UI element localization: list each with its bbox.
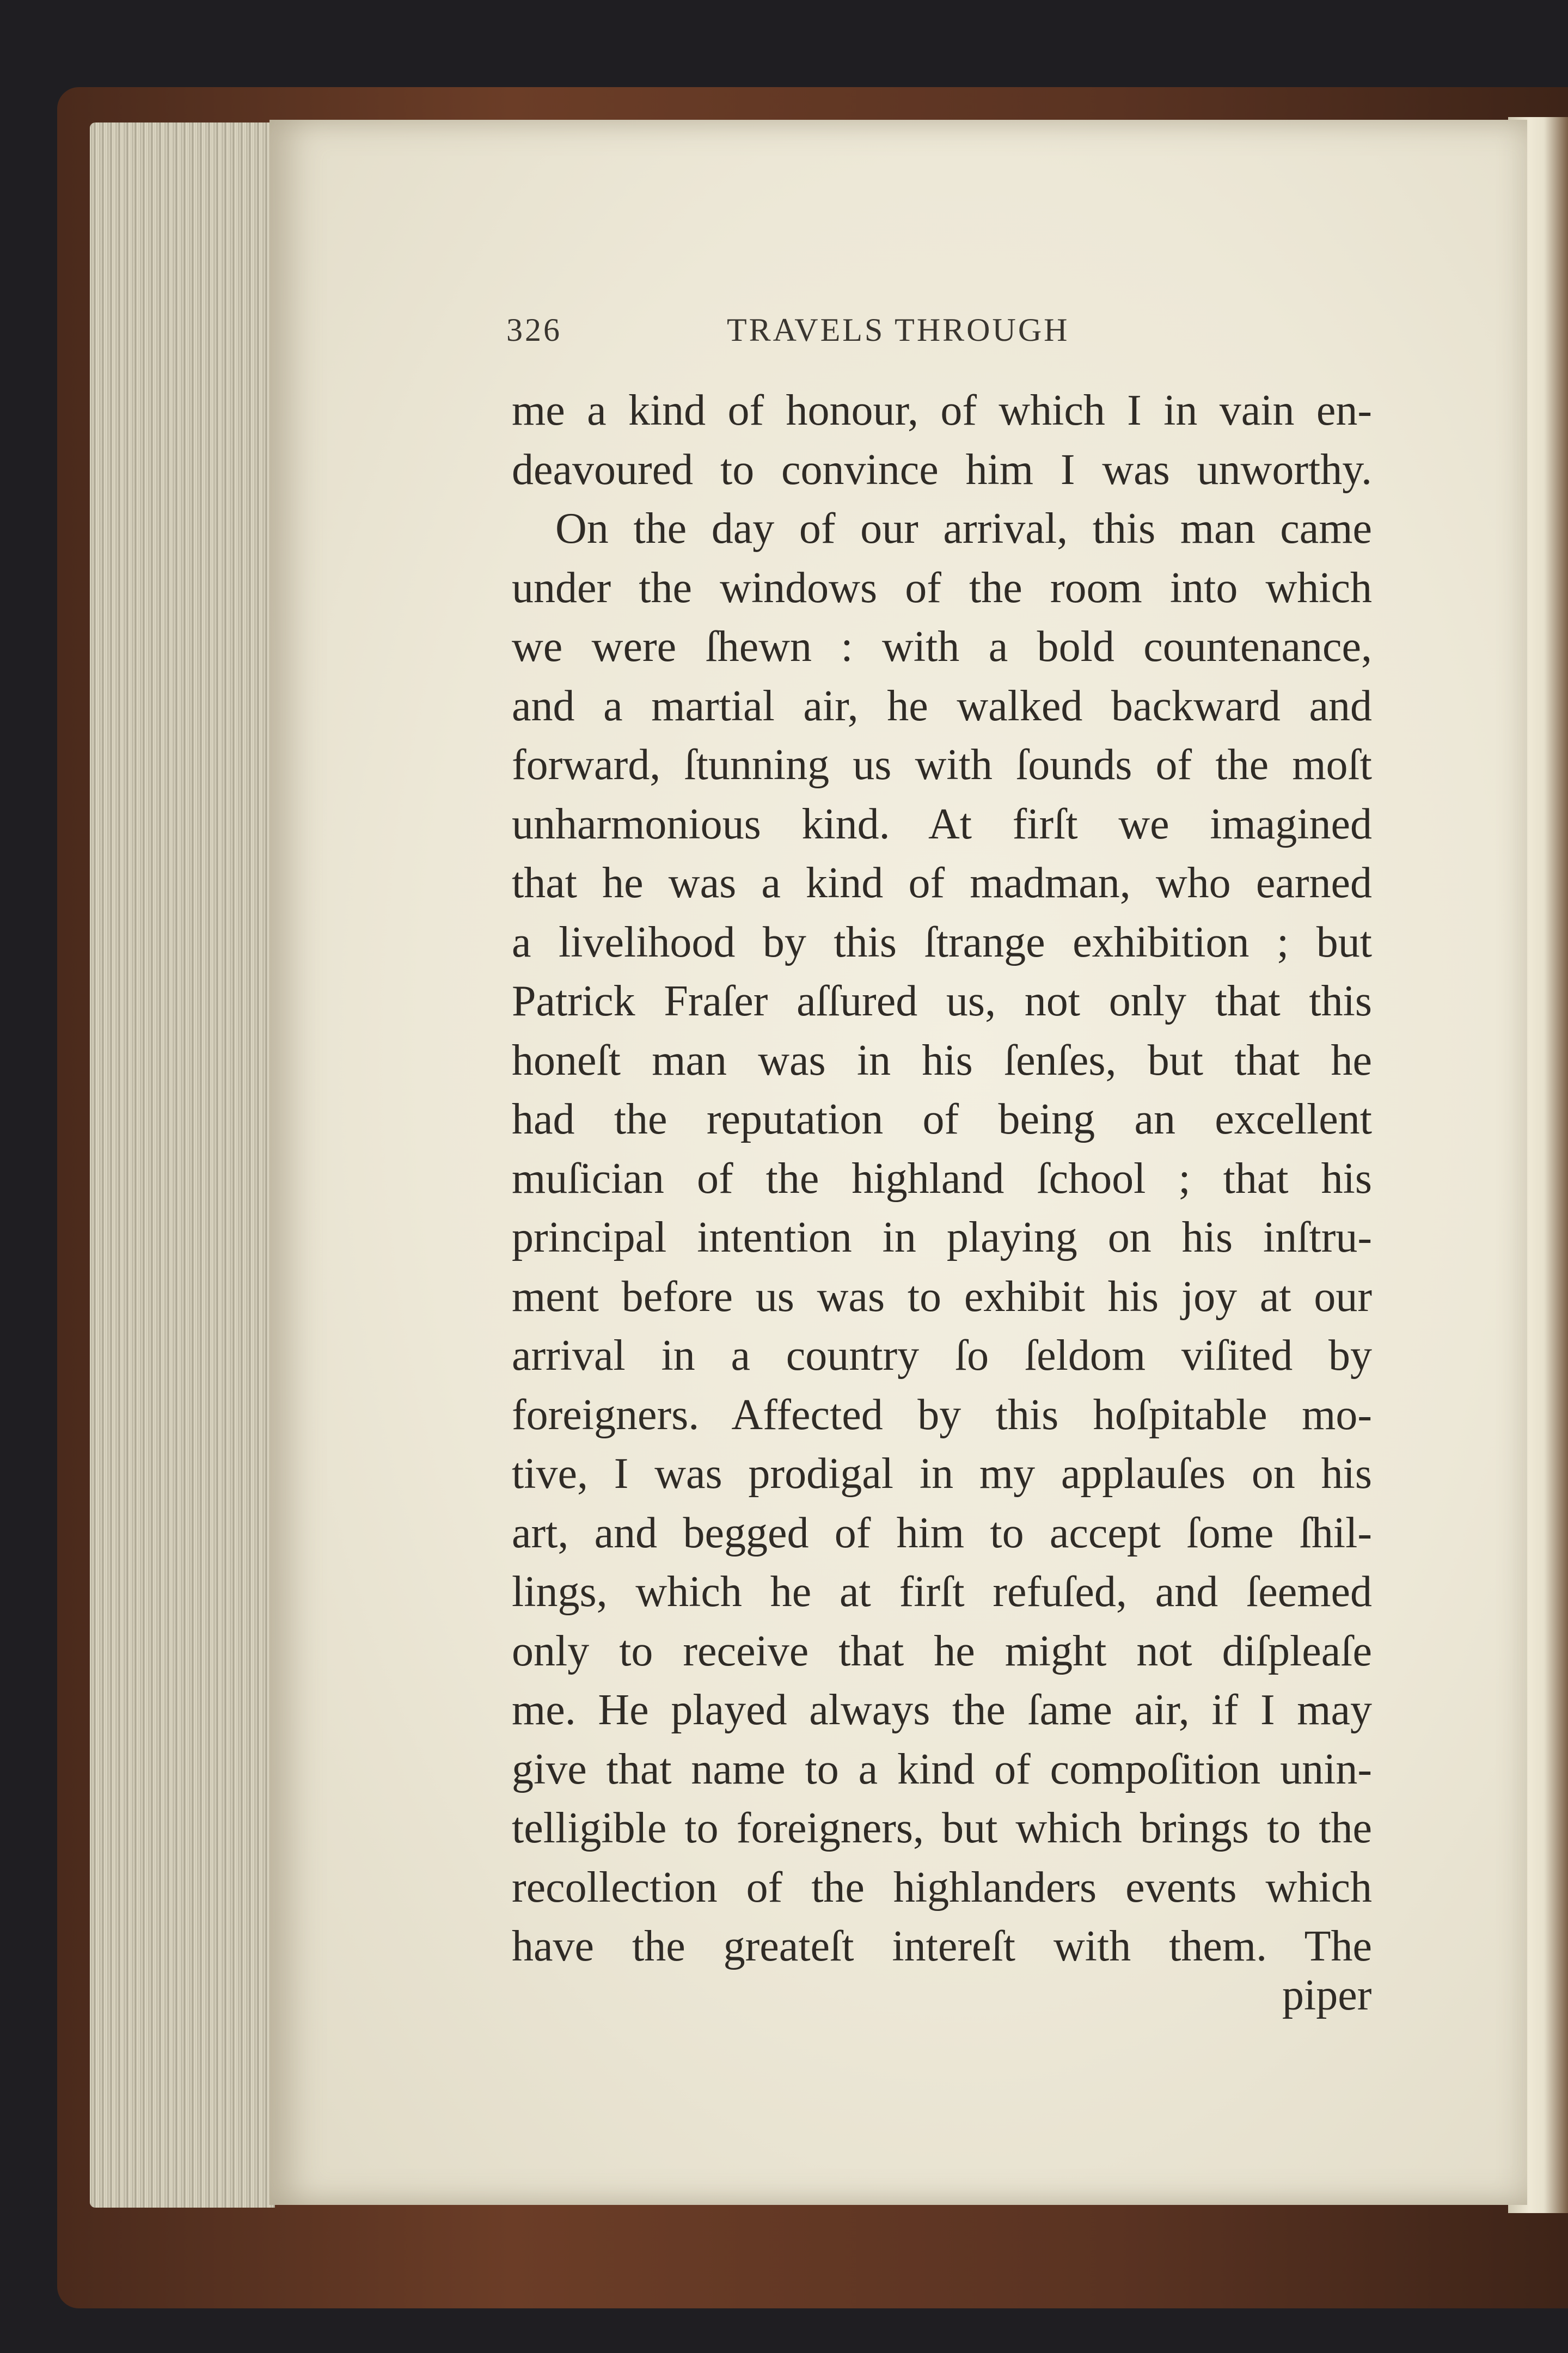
page-number: 326 — [506, 312, 562, 348]
text-line: give that name to a kind of compoſition unin- — [512, 1745, 1372, 1793]
text-line: foreigners. Affected by this hoſpitable mo- — [512, 1390, 1372, 1439]
text-line: that he was a kind of madman, who earned — [512, 859, 1372, 907]
text-line: muſician of the highland ſchool ; that his — [512, 1154, 1372, 1203]
text-line: have the greateſt intereſt with them. The — [512, 1922, 1372, 1970]
text-line: we were ſhewn : with a bold countenance, — [512, 623, 1372, 671]
text-line: forward, ſtunning us with ſounds of the moſt — [512, 741, 1372, 789]
text-line: honeſt man was in his ſenſes, but that he — [512, 1036, 1372, 1084]
text-line: a livelihood by this ſtrange exhibition ; but — [512, 918, 1372, 966]
text-line: had the reputation of being an excellent — [512, 1095, 1372, 1143]
text-line: under the windows of the room into which — [512, 563, 1372, 612]
text-line: me. He played always the ſame air, if I may — [512, 1686, 1372, 1734]
text-line: me a kind of honour, of which I in vain en- — [512, 387, 1372, 434]
body-text — [512, 381, 1372, 1976]
text-line: only to receive that he might not diſpleaſe — [512, 1627, 1372, 1675]
page-edges — [90, 122, 275, 2208]
page-header — [506, 311, 1399, 360]
text-line: recollection of the highlanders events which — [512, 1863, 1372, 1911]
text-line: Patrick Fraſer aſſured us, not only that this — [512, 977, 1372, 1025]
running-title: TRAVELS THROUGH — [727, 312, 1070, 348]
text-line: deavoured to convince him I was unworthy. — [512, 445, 1372, 494]
text-line: unharmonious kind. At firſt we imagined — [512, 800, 1372, 848]
text-line: art, and begged of him to accept ſome ſhil- — [512, 1509, 1372, 1557]
text-line: and a martial air, he walked backward and — [512, 682, 1372, 730]
text-line: principal intention in playing on his inſtru- — [512, 1214, 1372, 1261]
text-line: arrival in a country ſo ſeldom viſited by — [512, 1332, 1372, 1380]
text-line: tive, I was prodigal in my applauſes on his — [512, 1450, 1372, 1498]
text-line: telligible to foreigners, but which brings to the — [512, 1804, 1372, 1852]
catchword: piper — [1282, 1971, 1372, 2019]
text-line: ment before us was to exhibit his joy at our — [512, 1272, 1372, 1321]
text-line: lings, which he at firſt refuſed, and ſeemed — [512, 1568, 1372, 1616]
text-line: On the day of our arrival, this man came — [555, 505, 1372, 553]
